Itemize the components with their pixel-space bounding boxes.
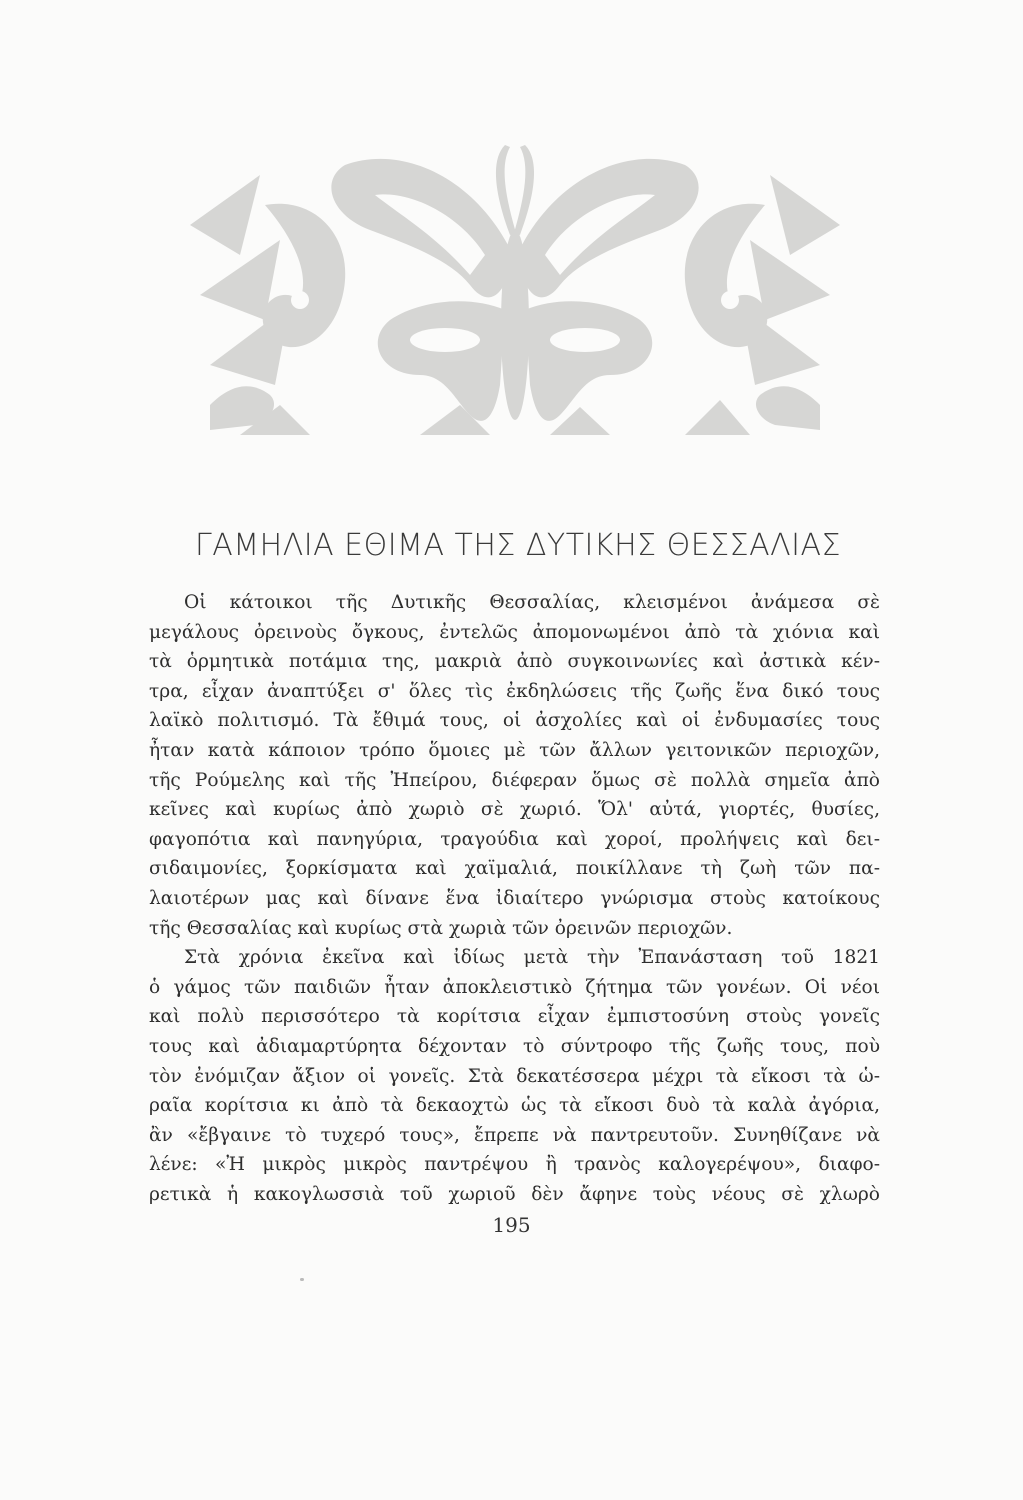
text-line: τῆς Ρούμελης καὶ τῆς Ἠπείρου, διέφεραν ὅμως σὲ πολλὰ σημεῖα ἀπὸ [149, 769, 880, 791]
text-line: σιδαιμονίες, ξορκίσματα καὶ χαϊμαλιά, ποικίλλανε τὴ ζωὴ τῶν πα- [149, 858, 880, 880]
text-line: ἂν «ἔβγαινε τὸ τυχερό τους», ἔπρεπε νὰ παντρευτοῦν. Συνηθίζανε νὰ [149, 1124, 880, 1146]
page-title: ΓΑΜΗΛΙΑ ΕΘΙΜΑ ΤΗΣ ΔΥΤΙΚΗΣ ΘΕΣΣΑΛΙΑΣ [195, 528, 841, 563]
text-line: ὁ γάμος τῶν παιδιῶν ἦταν ἀποκλειστικὸ ζήτημα τῶν γονέων. Οἱ νέοι [149, 976, 880, 998]
paper-speck [300, 1278, 304, 1281]
paragraph-1 [149, 588, 880, 943]
text-line: Στὰ χρόνια ἐκεῖνα καὶ ἰδίως μετὰ τὴν Ἐπανάσταση τοῦ 1821 [184, 947, 880, 969]
paragraph-2 [149, 943, 880, 1209]
text-line: φαγοπότια καὶ πανηγύρια, τραγούδια καὶ χοροί, προλήψεις καὶ δει- [149, 828, 880, 850]
ornament-shapes [190, 145, 840, 435]
text-line: τους καὶ ἀδιαμαρτύρητα δέχονταν τὸ σύντροφο τῆς ζωῆς τους, ποὺ [149, 1035, 880, 1057]
text-line: ἦταν κατὰ κάποιον τρόπο ὅμοιες μὲ τῶν ἄλλων γειτονικῶν περιοχῶν, [149, 739, 880, 761]
text-line: τῆς Θεσσαλίας καὶ κυρίως στὰ χωριὰ τῶν ὀρεινῶν περιοχῶν. [149, 917, 733, 939]
page-number: 195 [492, 1213, 531, 1237]
text-line: Οἱ κάτοικοι τῆς Δυτικῆς Θεσσαλίας, κλεισμένοι ἀνάμεσα σὲ [184, 592, 880, 613]
text-line: μεγάλους ὀρεινοὺς ὄγκους, ἐντελῶς ἀπομονωμένοι ἀπὸ τὰ χιόνια καὶ [149, 621, 880, 643]
text-line: τὰ ὁρμητικὰ ποτάμια της, μακριὰ ἀπὸ συγκοινωνίες καὶ ἀστικὰ κέν- [149, 651, 880, 673]
body-text [149, 588, 880, 1209]
text-line: λένε: «Ἠ μικρὸς μικρὸς παντρέψου ἢ τρανὸς καλογερέψου», διαφο- [149, 1154, 880, 1176]
text-line: καὶ πολὺ περισσότερο τὰ κορίτσια εἶχαν ἐμπιστοσύνη στοὺς γονεῖς [149, 1006, 880, 1028]
text-line: τὸν ἐνόμιζαν ἄξιον οἱ γονεῖς. Στὰ δεκατέσσερα μέχρι τὰ εἴκοσι τὰ ὡ- [149, 1065, 880, 1087]
text-line: κεῖνες καὶ κυρίως ἀπὸ χωριὸ σὲ χωριό. Ὅλ' αὐτά, γιορτές, θυσίες, [149, 799, 880, 821]
text-line: λαϊκὸ πολιτισμό. Τὰ ἔθιμά τους, οἱ ἀσχολίες καὶ οἱ ἐνδυμασίες τους [149, 710, 880, 732]
text-line: τρα, εἶχαν ἀναπτύξει σ' ὅλες τὶς ἐκδηλώσεις τῆς ζωῆς ἕνα δικό τους [149, 680, 880, 702]
butterfly-ornament [170, 135, 860, 445]
text-line: ρετικὰ ἡ κακογλωσσιὰ τοῦ χωριοῦ δὲν ἄφηνε τοὺς νέους σὲ χλωρὸ [149, 1183, 880, 1205]
text-line: ραῖα κορίτσια κι ἀπὸ τὰ δεκαοχτὼ ὡς τὰ εἴκοσι δυὸ τὰ καλὰ ἀγόρια, [149, 1095, 880, 1117]
text-line: λαιοτέρων μας καὶ δίνανε ἕνα ἰδιαίτερο γνώρισμα στοὺς κατοίκους [149, 887, 880, 909]
